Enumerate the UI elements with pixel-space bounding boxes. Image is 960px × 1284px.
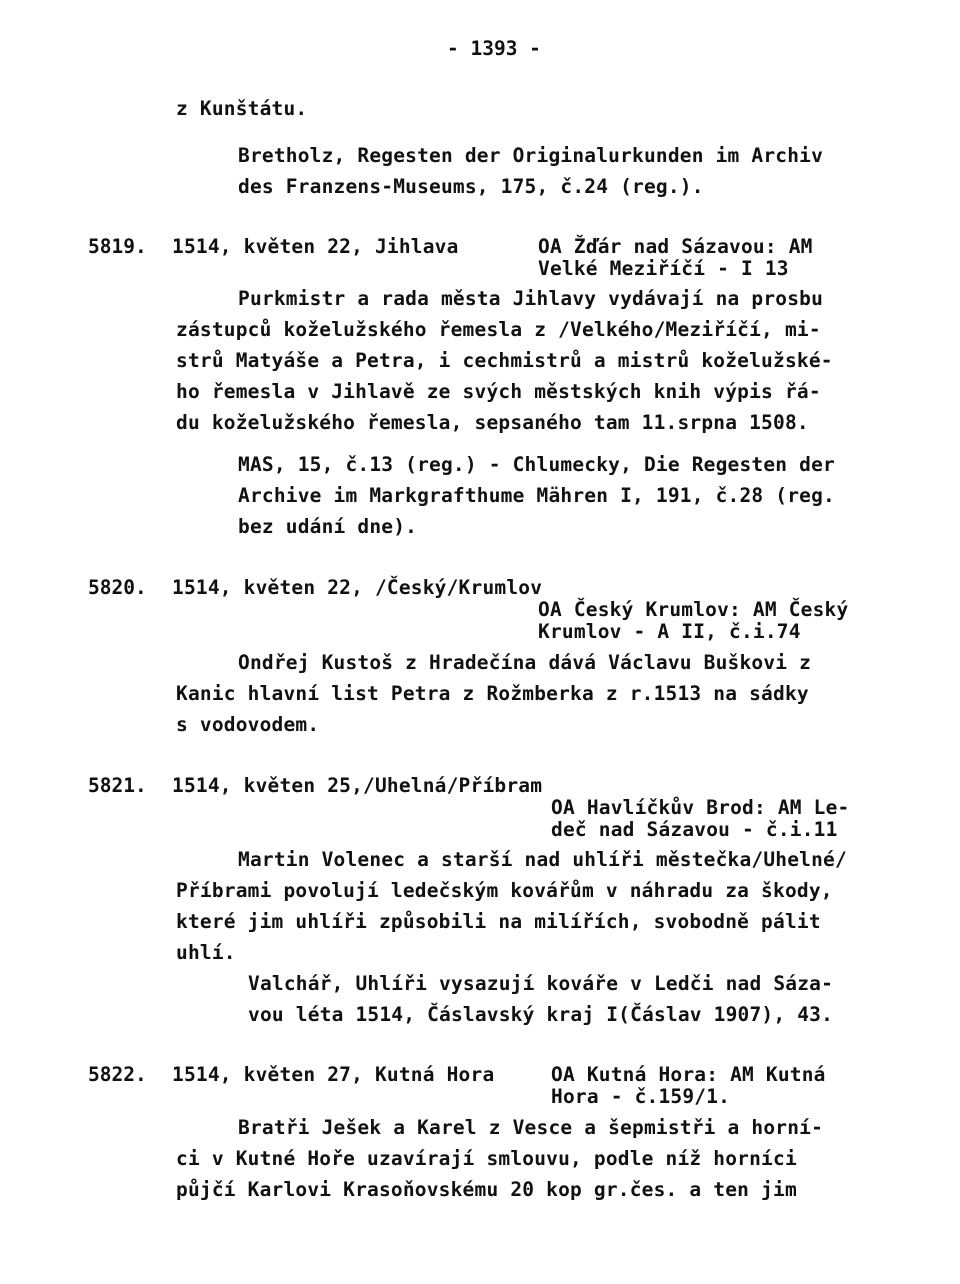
entry-number: 5822. xyxy=(88,1063,147,1086)
intro-line: Bretholz, Regesten der Originalurkunden im Archiv xyxy=(238,144,824,167)
page-number: - 1393 - xyxy=(447,37,541,60)
archive-reference: OA Český Krumlov: AM Český xyxy=(538,598,849,621)
body-line: Purkmistr a rada města Jihlavy vydávají na prosbu xyxy=(238,287,824,310)
entry-header: 1514, květen 22, /Český/Krumlov xyxy=(172,576,543,599)
archive-reference: OA Kutná Hora: AM Kutná xyxy=(551,1063,826,1086)
note-line: Valchář, Uhlíři vysazují kováře v Ledči nad Sáza- xyxy=(248,972,834,995)
body-line: ci v Kutné Hoře uzavírají smlouvu, podle níž horníci xyxy=(176,1147,797,1170)
body-line: s vodovodem. xyxy=(176,713,320,736)
body-line: du koželužského řemesla, sepsaného tam 11.srpna 1508. xyxy=(176,411,809,434)
archive-reference: OA Havlíčkův Brod: AM Le- xyxy=(551,796,850,819)
entry-number: 5820. xyxy=(88,576,147,599)
intro-line: z Kunštátu. xyxy=(176,97,308,120)
archive-reference: Krumlov - A II, č.i.74 xyxy=(538,620,801,643)
entry-header: 1514, květen 25,/Uhelná/Příbram xyxy=(172,774,543,797)
body-line: strů Matyáše a Petra, i cechmistrů a mistrů koželužské- xyxy=(176,349,833,372)
body-line: Kanic hlavní list Petra z Rožmberka z r.1513 na sádky xyxy=(176,682,809,705)
body-line: Ondřej Kustoš z Hradečína dává Václavu Buškovi z xyxy=(238,651,812,674)
entry-number: 5821. xyxy=(88,774,147,797)
body-line: Martin Volenec a starší nad uhlíři městečka/Uhelné/ xyxy=(238,848,847,871)
intro-line: des Franzens-Museums, 175, č.24 (reg.). xyxy=(238,175,704,198)
body-line: Příbrami povolují ledečským kovářům v náhradu za škody, xyxy=(176,879,833,902)
archive-reference: Hora - č.159/1. xyxy=(551,1085,731,1108)
note-line: vou léta 1514, Čáslavský kraj I(Čáslav 1907), 43. xyxy=(248,1003,834,1026)
archive-reference: Velké Meziříčí - I 13 xyxy=(538,257,789,280)
archive-reference: deč nad Sázavou - č.i.11 xyxy=(551,818,838,841)
entry-number: 5819. xyxy=(88,235,147,258)
note-line: bez udání dne). xyxy=(238,515,418,538)
body-line: které jim uhlíři způsobili na milířích, svobodně pálit xyxy=(176,910,821,933)
body-line: zástupců koželužského řemesla z /Velkého/Meziříčí, mi- xyxy=(176,318,821,341)
body-line: ho řemesla v Jihlavě ze svých městských knih výpis řá- xyxy=(176,380,821,403)
body-line: Bratři Ješek a Karel z Vesce a šepmistři a horní- xyxy=(238,1116,824,1139)
archive-reference: OA Žďár nad Sázavou: AM xyxy=(538,235,813,258)
note-line: MAS, 15, č.13 (reg.) - Chlumecky, Die Regesten der xyxy=(238,453,835,476)
note-line: Archive im Markgrafthume Mähren I, 191, č.28 (reg. xyxy=(238,484,835,507)
body-line: půjčí Karlovi Krasoňovskému 20 kop gr.čes. a ten jim xyxy=(176,1178,797,1201)
entry-header: 1514, květen 27, Kutná Hora xyxy=(172,1063,495,1086)
entry-header: 1514, květen 22, Jihlava xyxy=(172,235,459,258)
body-line: uhlí. xyxy=(176,941,236,964)
